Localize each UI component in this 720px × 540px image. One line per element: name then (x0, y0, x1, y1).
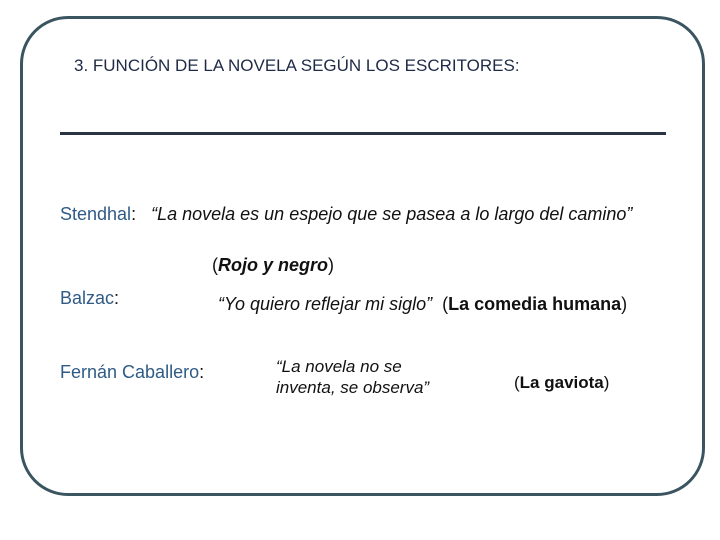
fernan-work-line (514, 372, 614, 393)
fernan-work-close: ) (603, 373, 610, 392)
fernan-author-line (60, 362, 204, 383)
stendhal-separator: : (131, 204, 137, 224)
balzac-work-open: ( (442, 294, 449, 314)
balzac-separator: : (114, 288, 120, 308)
stendhal-work-open: ( (212, 255, 218, 275)
balzac-author-line (60, 288, 119, 309)
stendhal-quote: “La novela es un espejo que se pasea a lo largo del camino” (151, 204, 633, 224)
fernan-separator: : (199, 362, 205, 382)
stendhal-work: Rojo y negro (218, 255, 329, 275)
balzac-author: Balzac (60, 288, 115, 308)
fernan-author: Fernán Caballero (60, 362, 200, 382)
balzac-work: La comedia humana (448, 294, 622, 314)
fernan-work: La gaviota (519, 373, 604, 392)
fernan-quote: “La novela no se inventa, se observa” (276, 357, 430, 397)
stendhal-entry (60, 204, 632, 225)
fernan-work-open: ( (514, 373, 520, 392)
stendhal-work-line (212, 255, 334, 276)
title-divider (60, 132, 666, 135)
balzac-quote-line (218, 294, 627, 315)
slide-frame (20, 16, 705, 496)
stendhal-author: Stendhal (60, 204, 132, 224)
slide-title: 3. FUNCIÓN DE LA NOVELA SEGÚN LOS ESCRITORES: (74, 56, 520, 75)
stendhal-work-close: ) (328, 255, 335, 275)
balzac-work-close: ) (621, 294, 628, 314)
balzac-quote: “Yo quiero reflejar mi siglo” (218, 294, 433, 314)
